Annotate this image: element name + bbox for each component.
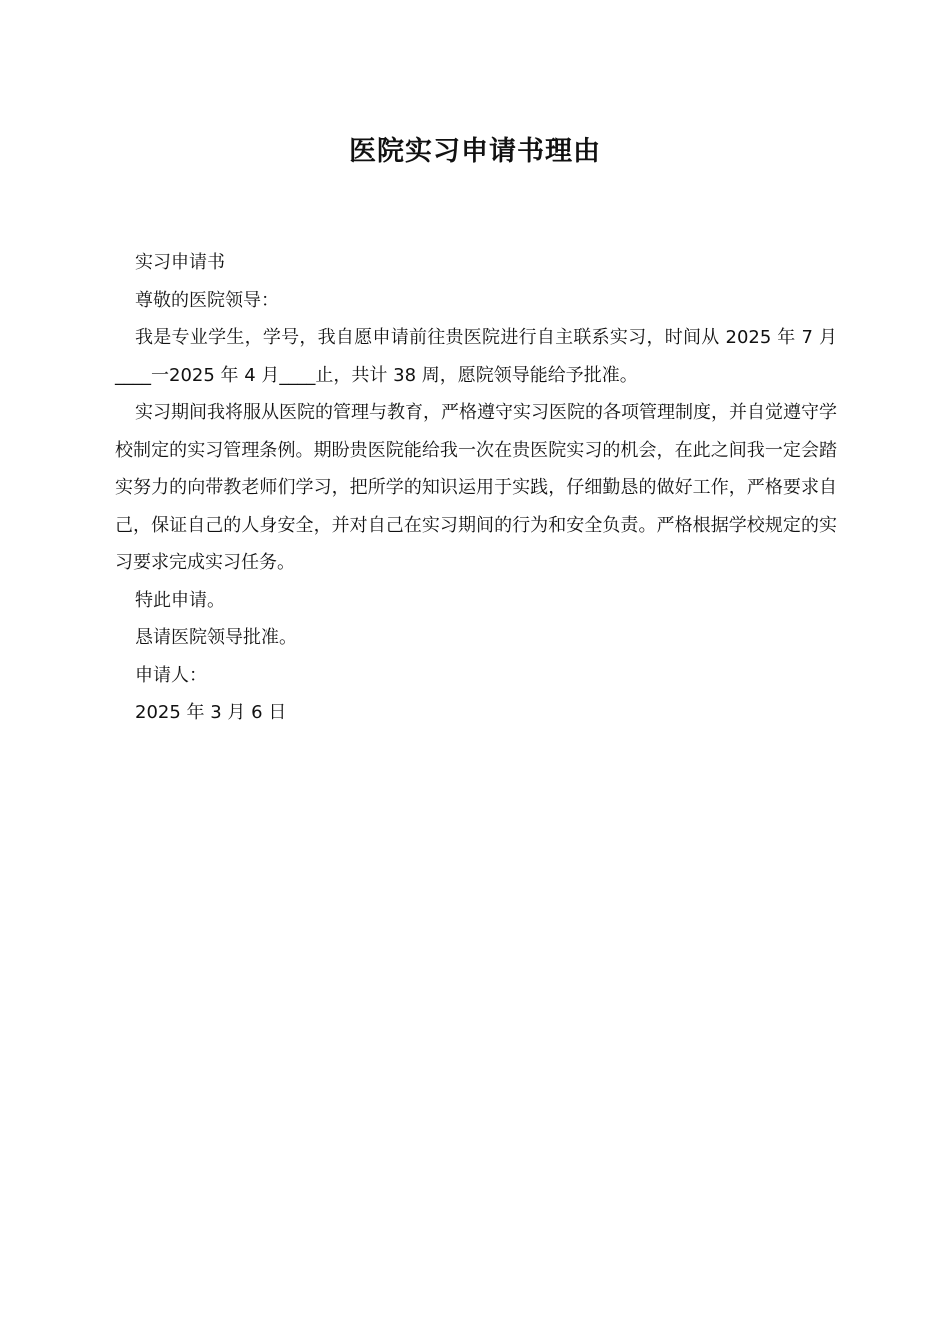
heading-line: 实习申请书 <box>135 252 225 273</box>
document-body <box>115 244 837 732</box>
paragraph-intro: 我是专业学生，学号，我自愿申请前往贵医院进行自主联系实习，时间从 2025 年 7 月____一2025 年 4 月____止，共计 38 周，愿院领导能给予批准。 <box>115 327 837 386</box>
document-title: 医院实习申请书理由 <box>349 136 601 167</box>
closing-line: 特此申请。 <box>135 589 225 611</box>
date-line: 2025 年 3 月 6 日 <box>135 702 287 723</box>
request-line: 恳请医院领导批准。 <box>135 627 297 648</box>
paragraph-commitment: 实习期间我将服从医院的管理与教育，严格遵守实习医院的各项管理制度，并自觉遵守学校制定的实习管理条例。期盼贵医院能给我一次在贵医院实习的机会，在此之间我一定会踏实努力的向带教老师们学习，把所学的知识运用于实践，仔细勤恳的做好工作，严格要求自己，保证自己的人身安全，并对自己在实习期间的行为和安全负责。严格根据学校规定的实习要求完成实习任务。 <box>115 402 837 573</box>
salutation: 尊敬的医院领导： <box>135 289 279 311</box>
applicant-line: 申请人： <box>135 664 207 686</box>
